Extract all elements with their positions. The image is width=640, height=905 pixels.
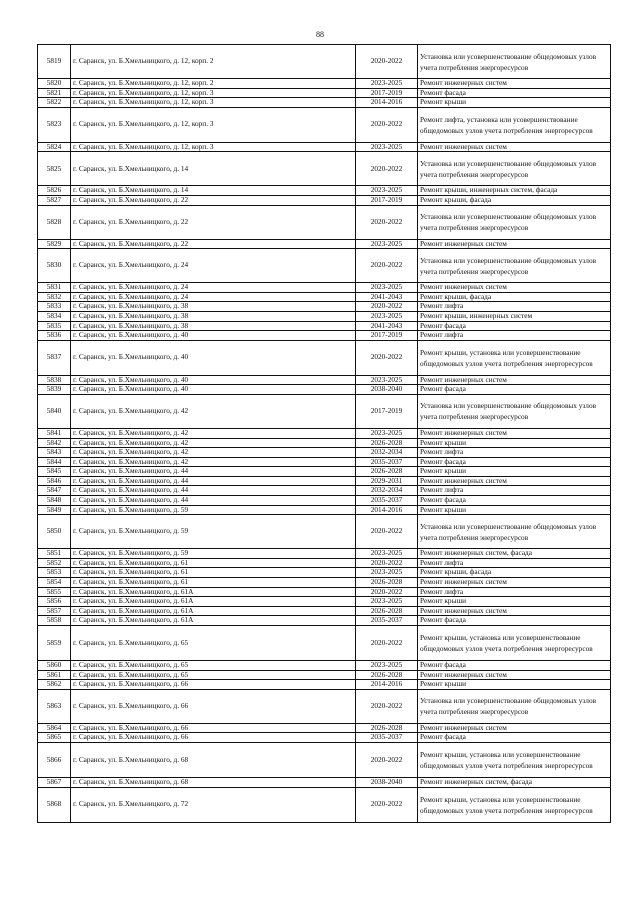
row-number: 5839 — [38, 385, 71, 395]
address-cell: г. Саранск, ул. Б.Хмельницкого, д. 42 — [71, 457, 356, 467]
page-number: 88 — [316, 30, 324, 39]
row-number: 5864 — [38, 723, 71, 733]
period-cell: 2041-2043 — [356, 321, 418, 331]
row-number: 5854 — [38, 578, 71, 588]
table-row — [38, 549, 611, 559]
period-cell: 2020-2022 — [356, 626, 418, 661]
work-type-cell: Ремонт лифта — [418, 587, 611, 597]
work-type-cell: Установка или усовершенствование общедомовых узлов учета потребления энергоресурсов — [418, 45, 611, 79]
work-type-cell: Ремонт крыши, фасада — [418, 292, 611, 302]
row-number: 5820 — [38, 79, 71, 89]
period-cell: 2017-2019 — [356, 394, 418, 428]
row-number: 5862 — [38, 680, 71, 690]
period-cell: 2023-2025 — [356, 239, 418, 249]
work-type-cell: Установка или усовершенствование общедомовых узлов учета потребления энергоресурсов — [418, 152, 611, 186]
table-row — [38, 321, 611, 331]
table-row — [38, 515, 611, 549]
address-cell: г. Саранск, ул. Б.Хмельницкого, д. 38 — [71, 302, 356, 312]
repair-schedule-table — [37, 44, 611, 823]
work-type-cell: Ремонт фасада — [418, 385, 611, 395]
work-type-cell: Ремонт крыши — [418, 467, 611, 477]
address-cell: г. Саранск, ул. Б.Хмельницкого, д. 22 — [71, 195, 356, 205]
row-number: 5824 — [38, 142, 71, 152]
address-cell: г. Саранск, ул. Б.Хмельницкого, д. 22 — [71, 239, 356, 249]
table-row — [38, 496, 611, 506]
row-number: 5858 — [38, 616, 71, 626]
table-row — [38, 587, 611, 597]
row-number: 5838 — [38, 375, 71, 385]
work-type-cell: Ремонт крыши — [418, 597, 611, 607]
row-number: 5833 — [38, 302, 71, 312]
address-cell: г. Саранск, ул. Б.Хмельницкого, д. 61 — [71, 568, 356, 578]
period-cell: 2020-2022 — [356, 107, 418, 142]
row-number: 5819 — [38, 45, 71, 79]
table-row — [38, 45, 611, 79]
table-row — [38, 670, 611, 680]
work-type-cell: Ремонт фасада — [418, 321, 611, 331]
period-cell: 2023-2025 — [356, 597, 418, 607]
address-cell: г. Саранск, ул. Б.Хмельницкого, д. 65 — [71, 670, 356, 680]
row-number: 5822 — [38, 98, 71, 108]
table-row — [38, 292, 611, 302]
period-cell: 2017-2019 — [356, 195, 418, 205]
table-row — [38, 428, 611, 438]
work-type-cell: Ремонт крыши, фасада — [418, 568, 611, 578]
row-number: 5863 — [38, 689, 71, 723]
table-row — [38, 107, 611, 142]
address-cell: г. Саранск, ул. Б.Хмельницкого, д. 14 — [71, 152, 356, 186]
table-row — [38, 88, 611, 98]
repair-schedule-body — [38, 45, 611, 823]
row-number: 5830 — [38, 249, 71, 283]
address-cell: г. Саранск, ул. Б.Хмельницкого, д. 42 — [71, 428, 356, 438]
address-cell: г. Саранск, ул. Б.Хмельницкого, д. 61 — [71, 558, 356, 568]
address-cell: г. Саранск, ул. Б.Хмельницкого, д. 61А — [71, 597, 356, 607]
period-cell: 2026-2028 — [356, 578, 418, 588]
row-number: 5829 — [38, 239, 71, 249]
row-number: 5846 — [38, 476, 71, 486]
period-cell: 2023-2025 — [356, 568, 418, 578]
work-type-cell: Установка или усовершенствование общедомовых узлов учета потребления энергоресурсов — [418, 249, 611, 283]
row-number: 5843 — [38, 448, 71, 458]
table-row — [38, 331, 611, 341]
table-row — [38, 448, 611, 458]
period-cell: 2038-2040 — [356, 777, 418, 787]
address-cell: г. Саранск, ул. Б.Хмельницкого, д. 40 — [71, 375, 356, 385]
address-cell: г. Саранск, ул. Б.Хмельницкого, д. 44 — [71, 496, 356, 506]
work-type-cell: Ремонт инженерных систем — [418, 428, 611, 438]
table-row — [38, 616, 611, 626]
row-number: 5849 — [38, 505, 71, 515]
address-cell: г. Саранск, ул. Б.Хмельницкого, д. 24 — [71, 283, 356, 293]
address-cell: г. Саранск, ул. Б.Хмельницкого, д. 59 — [71, 549, 356, 559]
row-number: 5856 — [38, 597, 71, 607]
address-cell: г. Саранск, ул. Б.Хмельницкого, д. 38 — [71, 321, 356, 331]
work-type-cell: Ремонт крыши, фасада — [418, 195, 611, 205]
address-cell: г. Саранск, ул. Б.Хмельницкого, д. 65 — [71, 626, 356, 661]
table-row — [38, 438, 611, 448]
address-cell: г. Саранск, ул. Б.Хмельницкого, д. 65 — [71, 661, 356, 671]
address-cell: г. Саранск, ул. Б.Хмельницкого, д. 40 — [71, 331, 356, 341]
work-type-cell: Установка или усовершенствование общедомовых узлов учета потребления энергоресурсов — [418, 689, 611, 723]
address-cell: г. Саранск, ул. Б.Хмельницкого, д. 66 — [71, 733, 356, 743]
address-cell: г. Саранск, ул. Б.Хмельницкого, д. 12, корп. 3 — [71, 98, 356, 108]
row-number: 5865 — [38, 733, 71, 743]
row-number: 5823 — [38, 107, 71, 142]
address-cell: г. Саранск, ул. Б.Хмельницкого, д. 44 — [71, 467, 356, 477]
period-cell: 2020-2022 — [356, 787, 418, 822]
work-type-cell: Ремонт инженерных систем — [418, 79, 611, 89]
row-number: 5825 — [38, 152, 71, 186]
table-row — [38, 558, 611, 568]
period-cell: 2023-2025 — [356, 375, 418, 385]
address-cell: г. Саранск, ул. Б.Хмельницкого, д. 61А — [71, 606, 356, 616]
period-cell: 2026-2028 — [356, 467, 418, 477]
period-cell: 2020-2022 — [356, 587, 418, 597]
table-row — [38, 152, 611, 186]
period-cell: 2032-2034 — [356, 486, 418, 496]
period-cell: 2023-2025 — [356, 283, 418, 293]
address-cell: г. Саранск, ул. Б.Хмельницкого, д. 59 — [71, 515, 356, 549]
period-cell: 2020-2022 — [356, 249, 418, 283]
address-cell: г. Саранск, ул. Б.Хмельницкого, д. 42 — [71, 438, 356, 448]
table-row — [38, 79, 611, 89]
row-number: 5834 — [38, 311, 71, 321]
row-number: 5840 — [38, 394, 71, 428]
work-type-cell: Установка или усовершенствование общедомовых узлов учета потребления энергоресурсов — [418, 394, 611, 428]
period-cell: 2023-2025 — [356, 79, 418, 89]
work-type-cell: Ремонт инженерных систем, фасада — [418, 549, 611, 559]
table-row — [38, 249, 611, 283]
row-number: 5852 — [38, 558, 71, 568]
table-row — [38, 787, 611, 822]
row-number: 5844 — [38, 457, 71, 467]
table-row — [38, 98, 611, 108]
period-cell: 2020-2022 — [356, 742, 418, 777]
period-cell: 2014-2016 — [356, 98, 418, 108]
address-cell: г. Саранск, ул. Б.Хмельницкого, д. 61 — [71, 578, 356, 588]
period-cell: 2023-2025 — [356, 142, 418, 152]
period-cell: 2026-2028 — [356, 670, 418, 680]
period-cell: 2029-2031 — [356, 476, 418, 486]
period-cell: 2017-2019 — [356, 331, 418, 341]
table-row — [38, 311, 611, 321]
table-row — [38, 476, 611, 486]
work-type-cell: Ремонт инженерных систем — [418, 142, 611, 152]
work-type-cell: Ремонт фасада — [418, 457, 611, 467]
address-cell: г. Саранск, ул. Б.Хмельницкого, д. 38 — [71, 311, 356, 321]
row-number: 5836 — [38, 331, 71, 341]
period-cell: 2020-2022 — [356, 558, 418, 568]
work-type-cell: Ремонт крыши, установка или усовершенствование общедомовых узлов учета потребления энергоресурсов — [418, 787, 611, 822]
work-type-cell: Установка или усовершенствование общедомовых узлов учета потребления энергоресурсов — [418, 205, 611, 239]
work-type-cell: Ремонт инженерных систем — [418, 283, 611, 293]
work-type-cell: Ремонт крыши — [418, 505, 611, 515]
table-row — [38, 385, 611, 395]
table-row — [38, 742, 611, 777]
address-cell: г. Саранск, ул. Б.Хмельницкого, д. 66 — [71, 689, 356, 723]
work-type-cell: Установка или усовершенствование общедомовых узлов учета потребления энергоресурсов — [418, 515, 611, 549]
table-row — [38, 195, 611, 205]
work-type-cell: Ремонт крыши, инженерных систем — [418, 311, 611, 321]
table-row — [38, 578, 611, 588]
address-cell: г. Саранск, ул. Б.Хмельницкого, д. 68 — [71, 777, 356, 787]
work-type-cell: Ремонт крыши, установка или усовершенствование общедомовых узлов учета потребления энергоресурсов — [418, 742, 611, 777]
period-cell: 2035-2037 — [356, 616, 418, 626]
period-cell: 2035-2037 — [356, 496, 418, 506]
period-cell: 2041-2043 — [356, 292, 418, 302]
row-number: 5827 — [38, 195, 71, 205]
work-type-cell: Ремонт крыши — [418, 438, 611, 448]
period-cell: 2032-2034 — [356, 448, 418, 458]
row-number: 5860 — [38, 661, 71, 671]
address-cell: г. Саранск, ул. Б.Хмельницкого, д. 40 — [71, 340, 356, 375]
work-type-cell: Ремонт лифта, установка или усовершенствование общедомовых узлов учета потребления энергоресурсов — [418, 107, 611, 142]
table-row — [38, 486, 611, 496]
row-number: 5857 — [38, 606, 71, 616]
work-type-cell: Ремонт лифта — [418, 302, 611, 312]
address-cell: г. Саранск, ул. Б.Хмельницкого, д. 24 — [71, 292, 356, 302]
row-number: 5861 — [38, 670, 71, 680]
address-cell: г. Саранск, ул. Б.Хмельницкого, д. 22 — [71, 205, 356, 239]
address-cell: г. Саранск, ул. Б.Хмельницкого, д. 24 — [71, 249, 356, 283]
address-cell: г. Саранск, ул. Б.Хмельницкого, д. 12, корп. 2 — [71, 45, 356, 79]
work-type-cell: Ремонт инженерных систем — [418, 375, 611, 385]
work-type-cell: Ремонт инженерных систем — [418, 476, 611, 486]
period-cell: 2023-2025 — [356, 661, 418, 671]
period-cell: 2020-2022 — [356, 152, 418, 186]
work-type-cell: Ремонт инженерных систем — [418, 578, 611, 588]
address-cell: г. Саранск, ул. Б.Хмельницкого, д. 66 — [71, 723, 356, 733]
work-type-cell: Ремонт фасада — [418, 661, 611, 671]
table-row — [38, 302, 611, 312]
period-cell: 2017-2019 — [356, 88, 418, 98]
work-type-cell: Ремонт крыши, установка или усовершенствование общедомовых узлов учета потребления энергоресурсов — [418, 626, 611, 661]
table-row — [38, 467, 611, 477]
period-cell: 2035-2037 — [356, 733, 418, 743]
address-cell: г. Саранск, ул. Б.Хмельницкого, д. 44 — [71, 476, 356, 486]
table-row — [38, 394, 611, 428]
table-row — [38, 375, 611, 385]
address-cell: г. Саранск, ул. Б.Хмельницкого, д. 44 — [71, 486, 356, 496]
table-row — [38, 340, 611, 375]
row-number: 5850 — [38, 515, 71, 549]
period-cell: 2023-2025 — [356, 311, 418, 321]
row-number: 5826 — [38, 186, 71, 196]
work-type-cell: Ремонт крыши, установка или усовершенствование общедомовых узлов учета потребления энергоресурсов — [418, 340, 611, 375]
work-type-cell: Ремонт фасада — [418, 733, 611, 743]
table-row — [38, 457, 611, 467]
table-row — [38, 606, 611, 616]
work-type-cell: Ремонт лифта — [418, 486, 611, 496]
table-row — [38, 723, 611, 733]
work-type-cell: Ремонт инженерных систем — [418, 723, 611, 733]
address-cell: г. Саранск, ул. Б.Хмельницкого, д. 68 — [71, 742, 356, 777]
work-type-cell: Ремонт крыши — [418, 98, 611, 108]
address-cell: г. Саранск, ул. Б.Хмельницкого, д. 61А — [71, 587, 356, 597]
period-cell: 2023-2025 — [356, 186, 418, 196]
row-number: 5832 — [38, 292, 71, 302]
row-number: 5841 — [38, 428, 71, 438]
row-number: 5853 — [38, 568, 71, 578]
address-cell: г. Саранск, ул. Б.Хмельницкого, д. 12, корп. 2 — [71, 79, 356, 89]
period-cell: 2020-2022 — [356, 205, 418, 239]
table-row — [38, 777, 611, 787]
table-row — [38, 186, 611, 196]
table-row — [38, 283, 611, 293]
row-number: 5831 — [38, 283, 71, 293]
row-number: 5847 — [38, 486, 71, 496]
table-row — [38, 733, 611, 743]
work-type-cell: Ремонт фасада — [418, 88, 611, 98]
table-row — [38, 142, 611, 152]
work-type-cell: Ремонт инженерных систем — [418, 670, 611, 680]
period-cell: 2020-2022 — [356, 302, 418, 312]
row-number: 5821 — [38, 88, 71, 98]
work-type-cell: Ремонт крыши, инженерных систем, фасада — [418, 186, 611, 196]
period-cell: 2026-2028 — [356, 606, 418, 616]
row-number: 5845 — [38, 467, 71, 477]
row-number: 5837 — [38, 340, 71, 375]
table-row — [38, 680, 611, 690]
period-cell: 2020-2022 — [356, 515, 418, 549]
period-cell: 2020-2022 — [356, 689, 418, 723]
table-row — [38, 568, 611, 578]
address-cell: г. Саранск, ул. Б.Хмельницкого, д. 61А — [71, 616, 356, 626]
row-number: 5855 — [38, 587, 71, 597]
work-type-cell: Ремонт лифта — [418, 331, 611, 341]
period-cell: 2014-2016 — [356, 680, 418, 690]
period-cell: 2023-2025 — [356, 549, 418, 559]
table-row — [38, 239, 611, 249]
address-cell: г. Саранск, ул. Б.Хмельницкого, д. 12, корп. 3 — [71, 142, 356, 152]
work-type-cell: Ремонт инженерных систем — [418, 239, 611, 249]
period-cell: 2020-2022 — [356, 45, 418, 79]
period-cell: 2020-2022 — [356, 340, 418, 375]
address-cell: г. Саранск, ул. Б.Хмельницкого, д. 66 — [71, 680, 356, 690]
row-number: 5867 — [38, 777, 71, 787]
table-row — [38, 661, 611, 671]
table-row — [38, 505, 611, 515]
work-type-cell: Ремонт инженерных систем — [418, 606, 611, 616]
row-number: 5835 — [38, 321, 71, 331]
row-number: 5842 — [38, 438, 71, 448]
work-type-cell: Ремонт фасада — [418, 616, 611, 626]
row-number: 5866 — [38, 742, 71, 777]
address-cell: г. Саранск, ул. Б.Хмельницкого, д. 72 — [71, 787, 356, 822]
address-cell: г. Саранск, ул. Б.Хмельницкого, д. 42 — [71, 448, 356, 458]
address-cell: г. Саранск, ул. Б.Хмельницкого, д. 42 — [71, 394, 356, 428]
period-cell: 2026-2028 — [356, 438, 418, 448]
work-type-cell: Ремонт лифта — [418, 448, 611, 458]
address-cell: г. Саранск, ул. Б.Хмельницкого, д. 12, корп. 3 — [71, 107, 356, 142]
table-row — [38, 597, 611, 607]
work-type-cell: Ремонт лифта — [418, 558, 611, 568]
table-row — [38, 689, 611, 723]
row-number: 5851 — [38, 549, 71, 559]
address-cell: г. Саранск, ул. Б.Хмельницкого, д. 12, корп. 3 — [71, 88, 356, 98]
address-cell: г. Саранск, ул. Б.Хмельницкого, д. 59 — [71, 505, 356, 515]
table-row — [38, 626, 611, 661]
row-number: 5859 — [38, 626, 71, 661]
period-cell: 2026-2028 — [356, 723, 418, 733]
row-number: 5868 — [38, 787, 71, 822]
work-type-cell: Ремонт фасада — [418, 496, 611, 506]
row-number: 5828 — [38, 205, 71, 239]
address-cell: г. Саранск, ул. Б.Хмельницкого, д. 14 — [71, 186, 356, 196]
period-cell: 2038-2040 — [356, 385, 418, 395]
work-type-cell: Ремонт инженерных систем, фасада — [418, 777, 611, 787]
period-cell: 2023-2025 — [356, 428, 418, 438]
work-type-cell: Ремонт крыши — [418, 680, 611, 690]
table-row — [38, 205, 611, 239]
address-cell: г. Саранск, ул. Б.Хмельницкого, д. 40 — [71, 385, 356, 395]
period-cell: 2014-2016 — [356, 505, 418, 515]
row-number: 5848 — [38, 496, 71, 506]
period-cell: 2035-2037 — [356, 457, 418, 467]
